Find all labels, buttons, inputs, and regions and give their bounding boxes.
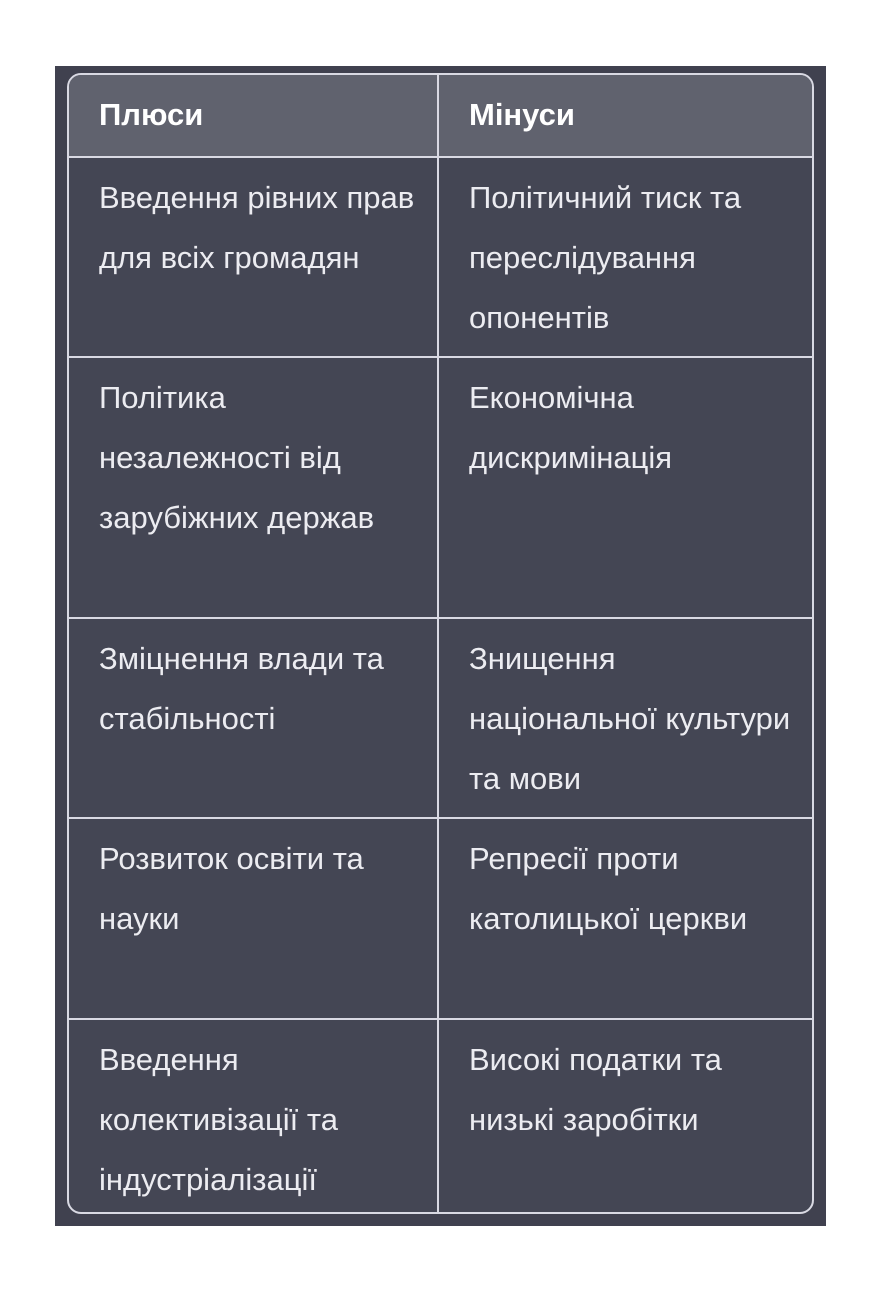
cell-cons: Високі податки та низькі заробітки xyxy=(438,1019,814,1214)
cell-cons: Репресії проти католицької церкви xyxy=(438,818,814,1019)
table-row xyxy=(69,618,814,818)
header-pros: Плюси xyxy=(69,75,438,157)
cell-cons: Економічна дискримінація xyxy=(438,357,814,618)
table-header-row xyxy=(69,75,814,157)
cell-pros: Розвиток освіти та науки xyxy=(69,818,438,1019)
cell-pros: Введення рівних прав для всіх громадян xyxy=(69,157,438,357)
table-row xyxy=(69,818,814,1019)
cell-pros: Зміцнення влади та стабільності xyxy=(69,618,438,818)
table-row xyxy=(69,1019,814,1214)
pros-cons-table xyxy=(69,75,814,1214)
cell-pros: Введення колективізації та індустріалізації xyxy=(69,1019,438,1214)
pros-cons-table-container xyxy=(67,73,814,1214)
table-row xyxy=(69,357,814,618)
header-cons: Мінуси xyxy=(438,75,814,157)
table-row xyxy=(69,157,814,357)
cell-cons: Знищення національної культури та мови xyxy=(438,618,814,818)
cell-cons: Політичний тиск та переслідування опонентів xyxy=(438,157,814,357)
message-content-frame xyxy=(55,66,826,1226)
cell-pros: Політика незалежності від зарубіжних держав xyxy=(69,357,438,618)
